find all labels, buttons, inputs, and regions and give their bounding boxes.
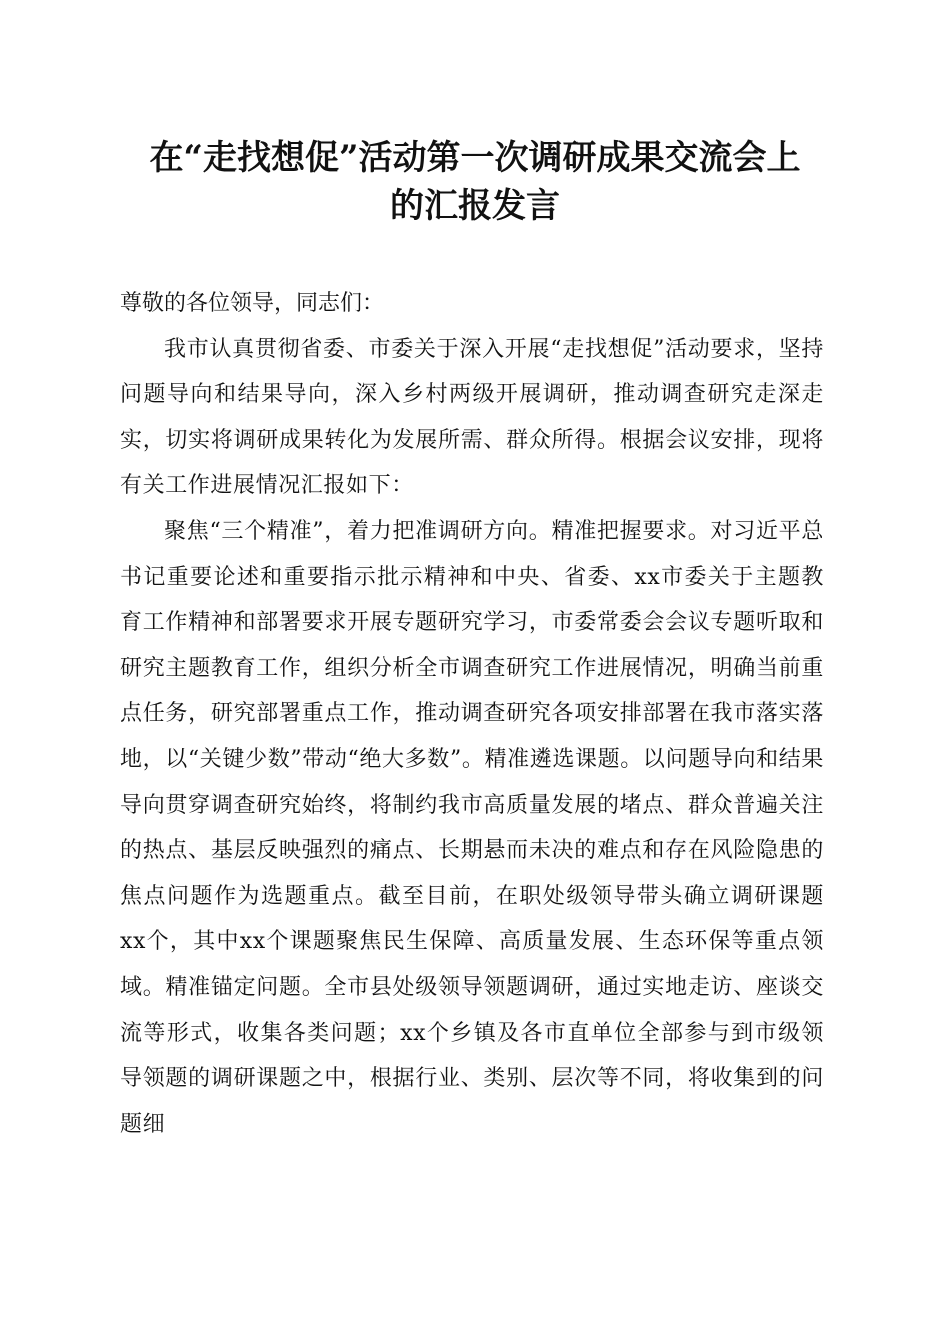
paragraph-three-precisions: 聚焦“三个精准”，着力把准调研方向。精准把握要求。对习近平总书记重要论述和重要指示批示精神和中央、省委、xx市委关于主题教育工作精神和部署要求开展专题研究学习，市委常委会会议专题听取和研究主题教育工作，组织分析全市调查研究工作进展情况，明确当前重点任务，研究部署重点工作，推动调查研究各项安排部署在我市落实落地，以“关键少数”带动“绝大多数”。精准遴选课题。以问题导向和结果导向贯穿调查研究始终，将制约我市高质量发展的堵点、群众普遍关注的热点、基层反映强烈的痛点、长期悬而未决的难点和存在风险隐患的焦点问题作为选题重点。截至目前，在职处级领导带头确立调研课题xx个，其中xx个课题聚焦民生保障、高质量发展、生态环保等重点领域。精准锚定问题。全市县处级领导领题调研，通过实地走访、座谈交流等形式，收集各类问题；xx个乡镇及各市直单位全部参与到市级领导领题的调研课题之中，根据行业、类别、层次等不同，将收集到的问题细 bbox=[120, 518, 824, 1137]
document-body bbox=[120, 281, 824, 1147]
salutation: 尊敬的各位领导，同志们： bbox=[120, 291, 385, 316]
document-title bbox=[100, 134, 850, 230]
title-line-1: 在“走找想促”活动第一次调研成果交流会上 bbox=[149, 138, 801, 178]
title-line-2: 的汇报发言 bbox=[390, 186, 560, 226]
paragraph-intro: 我市认真贯彻省委、市委关于深入开展“走找想促”活动要求，坚持问题导向和结果导向，深入乡村两级开展调研，推动调查研究走深走实，切实将调研成果转化为发展所需、群众所得。根据会议安排，现将有关工作进展情况汇报如下： bbox=[120, 336, 824, 499]
